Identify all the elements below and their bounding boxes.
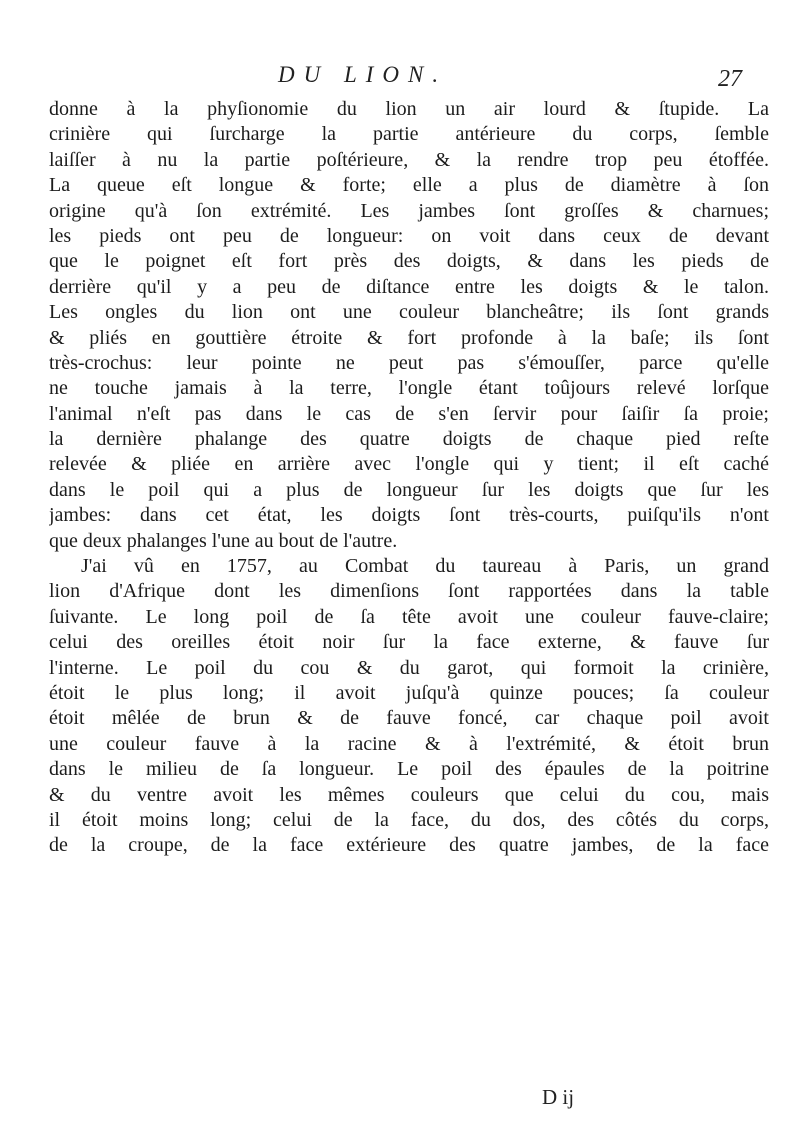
text-line: la dernière phalange des quatre doigts de chaque pied reſte <box>49 428 769 451</box>
text-line: les pieds ont peu de longueur: on voit dans ceux de devant <box>49 224 769 247</box>
text-line: étoit le plus long; il avoit juſqu'à quinze pouces; ſa couleur <box>49 681 769 704</box>
text-line: l'interne. Le poil du cou & du garot, qui formoit la crinière, <box>49 656 769 679</box>
text-line: ne touche jamais à la terre, l'ongle étant toûjours relevé lorſque <box>49 377 769 400</box>
text-line: celui des oreilles étoit noir ſur la face externe, & fauve ſur <box>49 631 769 654</box>
text-line: l'animal n'eſt pas dans le cas de s'en ſervir pour ſaiſir ſa proie; <box>49 402 769 425</box>
text-line: dans le poil qui a plus de longueur ſur les doigts que ſur les <box>49 478 769 501</box>
text-line: que deux phalanges l'une au bout de l'autre. <box>49 529 398 552</box>
text-line: ſuivante. Le long poil de ſa tête avoit une couleur fauve-claire; <box>49 605 769 628</box>
text-line: une couleur fauve à la racine & à l'extrémité, & étoit brun <box>49 732 769 755</box>
text-line: dans le milieu de ſa longueur. Le poil des épaules de la poitrine <box>49 758 769 781</box>
text-line: il étoit moins long; celui de la face, du dos, des côtés du corps, <box>49 808 769 831</box>
text-line: que le poignet eſt fort près des doigts, & dans les pieds de <box>49 250 769 273</box>
text-line: étoit mêlée de brun & de fauve foncé, car chaque poil avoit <box>49 707 769 730</box>
paragraph-lion-anatomy <box>49 97 769 554</box>
running-title: DU LION. <box>278 62 448 87</box>
text-line: crinière qui ſurcharge la partie antérieure du corps, ſemble <box>49 123 769 146</box>
text-line: donne à la phyſionomie du lion un air lourd & ſtupide. La <box>49 98 769 120</box>
text-line: origine qu'à ſon extrémité. Les jambes ſont groſſes & charnues; <box>49 199 769 222</box>
text-line: relevée & pliée en arrière avec l'ongle qui y tient; il eſt caché <box>49 453 769 476</box>
text-line: lion d'Afrique dont les dimenſions ſont rapportées dans la table <box>49 580 769 603</box>
text-line: très-crochus: leur pointe ne peut pas s'émouſſer, parce qu'elle <box>49 351 769 374</box>
text-line: de la croupe, de la face extérieure des quatre jambes, de la face <box>49 834 769 857</box>
text-line: & pliés en gouttière étroite & fort profonde à la baſe; ils ſont <box>49 326 769 349</box>
page-number: 27 <box>718 66 742 92</box>
text-line: & du ventre avoit les mêmes couleurs que celui du cou, mais <box>49 783 769 806</box>
text-line: laiſſer à nu la partie poſtérieure, & la rendre trop peu étoffée. <box>49 148 769 171</box>
text-line: jambes: dans cet état, les doigts ſont très-courts, puiſqu'ils n'ont <box>49 504 769 527</box>
text-line: J'ai vû en 1757, au Combat du taureau à Paris, un grand <box>81 555 769 578</box>
signature-mark: D ij <box>542 1085 575 1109</box>
text-line: Les ongles du lion ont une couleur blancheâtre; ils ſont grands <box>49 301 769 324</box>
text-line: derrière qu'il y a peu de diſtance entre les doigts & le talon. <box>49 275 769 298</box>
text-line: La queue eſt longue & forte; elle a plus de diamètre à ſon <box>49 174 769 197</box>
paragraph-lion-observation <box>49 554 769 859</box>
body-text <box>49 97 769 859</box>
